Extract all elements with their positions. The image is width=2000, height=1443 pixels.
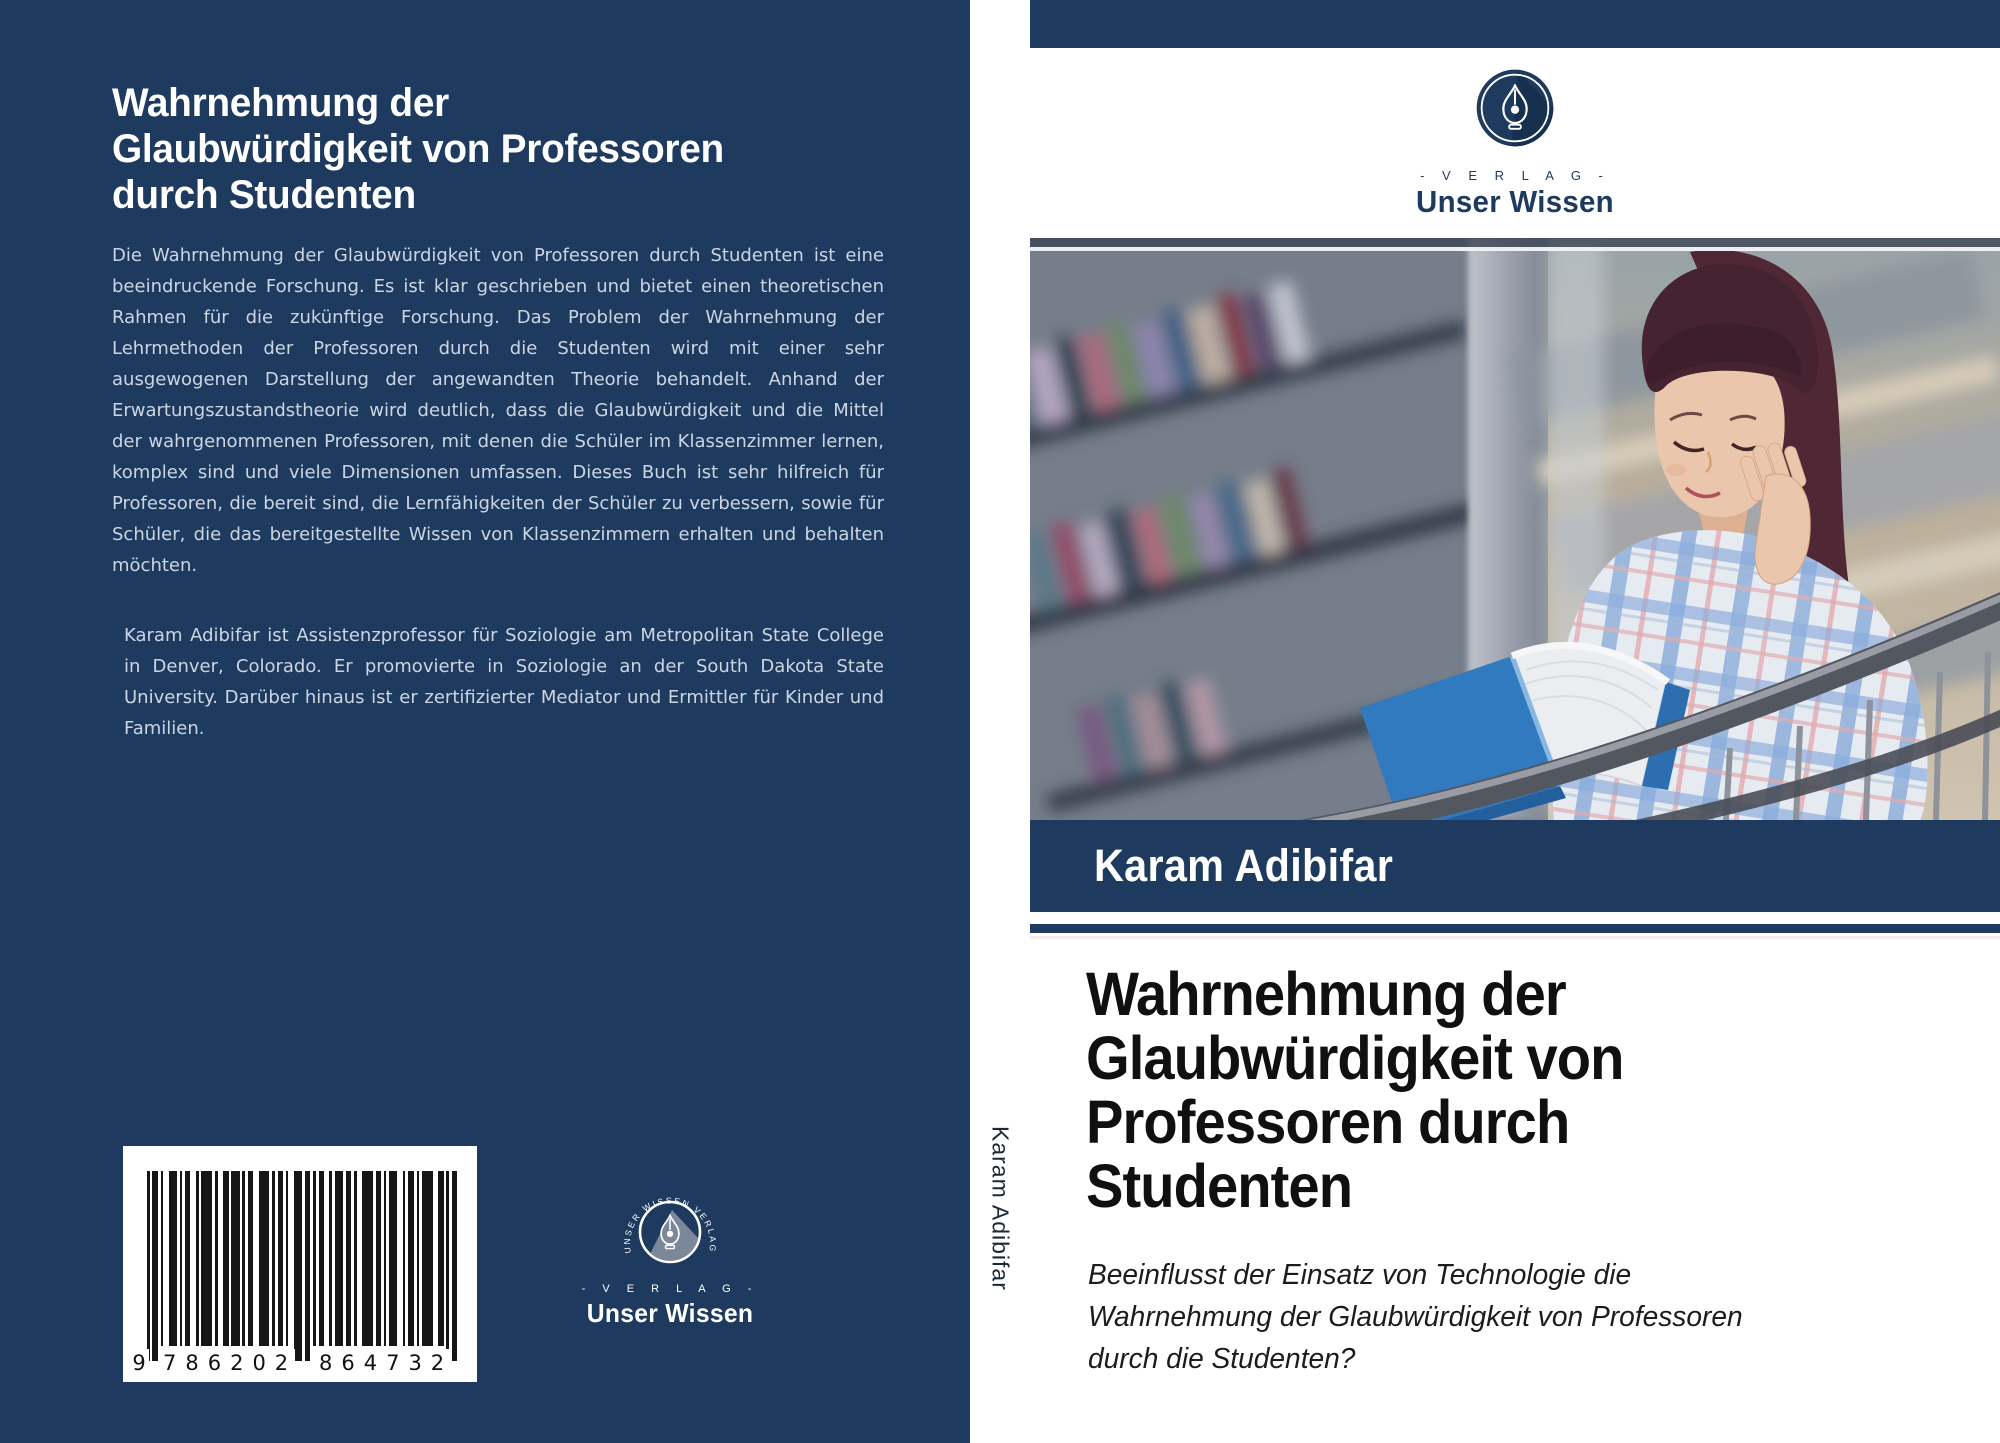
barcode-bar	[422, 1171, 433, 1346]
barcode-digit-group: 786202	[163, 1351, 298, 1375]
back-title	[112, 80, 888, 218]
back-title-line: Wahrnehmung der	[112, 81, 449, 125]
divider-rule-faint	[1030, 936, 2000, 939]
front-top-bar	[1030, 0, 2000, 48]
publisher-emblem-back	[578, 1182, 762, 1276]
barcode-bar	[384, 1171, 387, 1346]
photo-tint	[1030, 238, 2000, 820]
author-band	[1030, 820, 2000, 912]
barcode-bar	[185, 1171, 190, 1346]
barcode-bar	[294, 1171, 302, 1361]
cover-photo-illustration	[1030, 238, 2000, 820]
front-title-line: Glaubwürdigkeit von	[1086, 1024, 1624, 1092]
emblem-ring-text: UNSER WISSEN VERLAG	[621, 1195, 719, 1255]
front-title	[1086, 962, 1914, 1218]
back-cover	[0, 0, 970, 1443]
cover-photo	[1030, 238, 2000, 820]
barcode-bar	[403, 1171, 406, 1346]
barcode-bar	[248, 1171, 253, 1346]
barcode-bar	[259, 1171, 270, 1346]
barcode-bar	[354, 1171, 357, 1346]
barcode-bar	[169, 1171, 177, 1346]
barcode-bar	[272, 1171, 275, 1346]
publisher-name-front: Unser Wissen	[1416, 184, 1614, 219]
barcode-bar	[242, 1171, 245, 1346]
barcode-bar	[335, 1171, 343, 1346]
divider-rule	[1030, 924, 2000, 933]
verlag-label-back: - V E R L A G -	[581, 1283, 759, 1295]
barcode-bar	[147, 1171, 150, 1361]
front-author: Karam Adibifar	[1094, 840, 1394, 891]
barcode-bar	[180, 1171, 183, 1346]
barcode-bar	[201, 1171, 212, 1346]
barcode-bar	[161, 1171, 164, 1346]
barcode-digit-lead: 9	[129, 1349, 149, 1377]
barcode-bar	[346, 1171, 351, 1346]
front-title-line: Wahrnehmung der	[1086, 960, 1566, 1028]
barcode-bar	[417, 1171, 420, 1346]
barcode-digit-group: 864732	[319, 1351, 454, 1375]
barcode-bar	[376, 1171, 381, 1346]
barcode-bar	[446, 1171, 449, 1361]
barcode-bar	[452, 1171, 457, 1361]
back-description: Die Wahrnehmung der Glaubwürdigkeit von Professoren durch Studenten ist eine beeindruckende Forschung. Es ist klar geschrieben und bietet einen theoretischen Rahmen für die zukünftige Forschung. Das Problem der Wahrnehmung der Lehrmethoden der Professoren durch die Studenten wird mit einer sehr ausgewogenen Darstellung der angewandten Theorie behandelt. Anhand der Erwartungszustandstheorie wird deutlich, dass die Glaubwürdigkeit und die Mittel der wahrgenommenen Professoren, mit denen die Schüler im Klassenzimmer lernen, komplex sind und viele Dimensionen umfassen. Dieses Buch ist sehr hilfreich für Professoren, die bereit sind, die Lernfähigkeiten der Schüler zu verbessern, sowie für Schüler, die das bereitgestellte Wissen von Klassenzimmern erhalten und behalten möchten.	[112, 245, 884, 576]
front-cover	[1030, 0, 2000, 1443]
front-title-line: Studenten	[1086, 1152, 1353, 1220]
barcode-bar	[313, 1171, 316, 1346]
barcode-bars	[147, 1171, 460, 1363]
verlag-label-front: - V E R L A G -	[1420, 168, 1610, 183]
barcode-bar	[408, 1171, 413, 1346]
front-subtitle-line: durch die Studenten?	[1088, 1343, 1356, 1375]
front-subtitle-line: Beeinflusst der Einsatz von Technologie die	[1088, 1259, 1632, 1291]
barcode-bar	[305, 1171, 310, 1361]
front-subtitle	[1088, 1254, 1961, 1380]
barcode-bar	[215, 1171, 218, 1346]
spine-author: Karam Adibifar	[987, 1126, 1014, 1291]
publisher-logo-front	[1030, 58, 2000, 220]
barcode-bar	[319, 1171, 324, 1346]
barcode-bar	[389, 1171, 397, 1346]
barcode-bar	[231, 1171, 239, 1346]
spine	[970, 0, 1030, 1443]
publisher-logo-back	[578, 1182, 762, 1329]
barcode-bar	[286, 1171, 289, 1346]
author-bio: Karam Adibifar ist Assistenzprofessor für Soziologie am Metropolitan State College in Denver, Colorado. Er promovierte in Soziologie an der South Dakota State University. Darüber hinaus ist er zertifizierter Mediator und Ermittler für Kinder und Familien.	[124, 625, 884, 739]
front-subtitle-line: Wahrnehmung der Glaubwürdigkeit von Professoren	[1088, 1301, 1743, 1333]
barcode-bar	[438, 1171, 443, 1346]
barcode	[123, 1146, 477, 1382]
back-title-line: durch Studenten	[112, 173, 416, 217]
barcode-bar	[152, 1171, 157, 1361]
barcode-bar	[196, 1171, 199, 1346]
barcode-bar	[329, 1171, 332, 1346]
publisher-name-back: Unser Wissen	[586, 1298, 754, 1328]
barcode-bar	[223, 1171, 228, 1346]
front-title-line: Professoren durch	[1086, 1088, 1570, 1156]
barcode-digits	[123, 1349, 477, 1377]
barcode-bar	[278, 1171, 283, 1346]
back-title-line: Glaubwürdigkeit von Professoren	[112, 127, 724, 171]
barcode-bar	[362, 1171, 373, 1346]
publisher-emblem-front	[1465, 58, 1565, 158]
